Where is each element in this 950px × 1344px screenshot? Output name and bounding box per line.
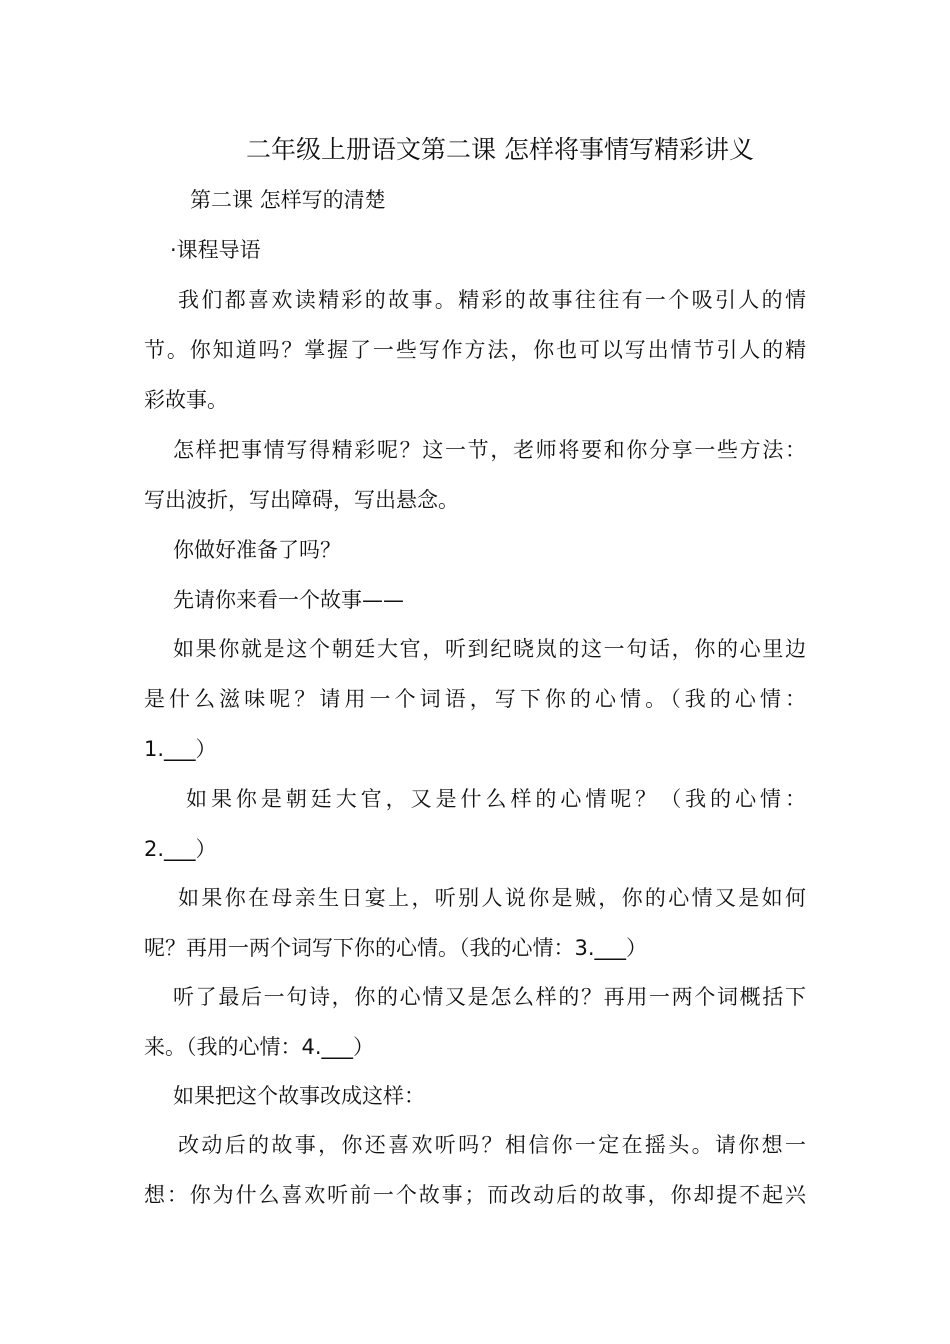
lesson-subtitle-text: 第二课 怎样写的清楚 [190,188,386,212]
text-line: 是什么滋味呢？请用一个词语，写下你的心情。（我的心情： [144,687,806,711]
paragraph-3 [144,525,806,575]
paragraph-2 [144,425,806,525]
text-line: 呢？再用一两个词写下你的心情。（我的心情：3.___） [144,936,648,960]
text-line: 想：你为什么喜欢听前一个故事；而改动后的故事，你却提不起兴 [144,1183,806,1207]
text-line: 怎样把事情写得精彩呢？这一节，老师将要和你分享一些方法： [173,438,806,462]
section-heading-text: ·课程导语 [170,238,261,262]
text-line: 彩故事。 [144,388,228,412]
text-line: 来。（我的心情：4.___） [144,1035,375,1059]
paragraph-4 [144,575,806,625]
paragraph-10 [144,1120,806,1220]
text-line: 1.___） [144,737,217,761]
text-line: 如果你是朝廷大官，又是什么样的心情呢？（我的心情： [186,787,806,811]
text-line: 如果你就是这个朝廷大官，听到纪晓岚的这一句话，你的心里边 [173,637,806,661]
paragraph-6 [144,774,806,874]
text-line: 如果把这个故事改成这样： [173,1084,425,1108]
text-line: 我们都喜欢读精彩的故事。精彩的故事往往有一个吸引人的情 [178,288,806,312]
text-line: 如果你在母亲生日宴上，听别人说你是贼，你的心情又是如何 [178,886,806,910]
paragraph-5 [144,624,806,774]
section-heading [170,225,832,275]
text-line: 节。你知道吗？掌握了一些写作方法，你也可以写出情节引人的精 [144,338,806,362]
document-title: 二年级上册语文第二课 怎样将事情写精彩讲义 [246,135,754,164]
text-line: 2.___） [144,837,217,861]
lesson-subtitle [190,175,852,225]
text-line: 先请你来看一个故事—— [173,588,404,612]
paragraph-9 [144,1071,806,1121]
paragraph-7 [144,873,806,973]
text-line: 改动后的故事，你还喜欢听吗？相信你一定在摇头。请你想一 [178,1133,806,1157]
text-line: 你做好准备了吗？ [173,538,341,562]
paragraph-1 [144,275,806,425]
paragraph-8 [144,972,806,1072]
text-line: 听了最后一句诗，你的心情又是怎么样的？再用一两个词概括下 [173,985,806,1009]
text-line: 写出波折，写出障碍，写出悬念。 [144,488,459,512]
